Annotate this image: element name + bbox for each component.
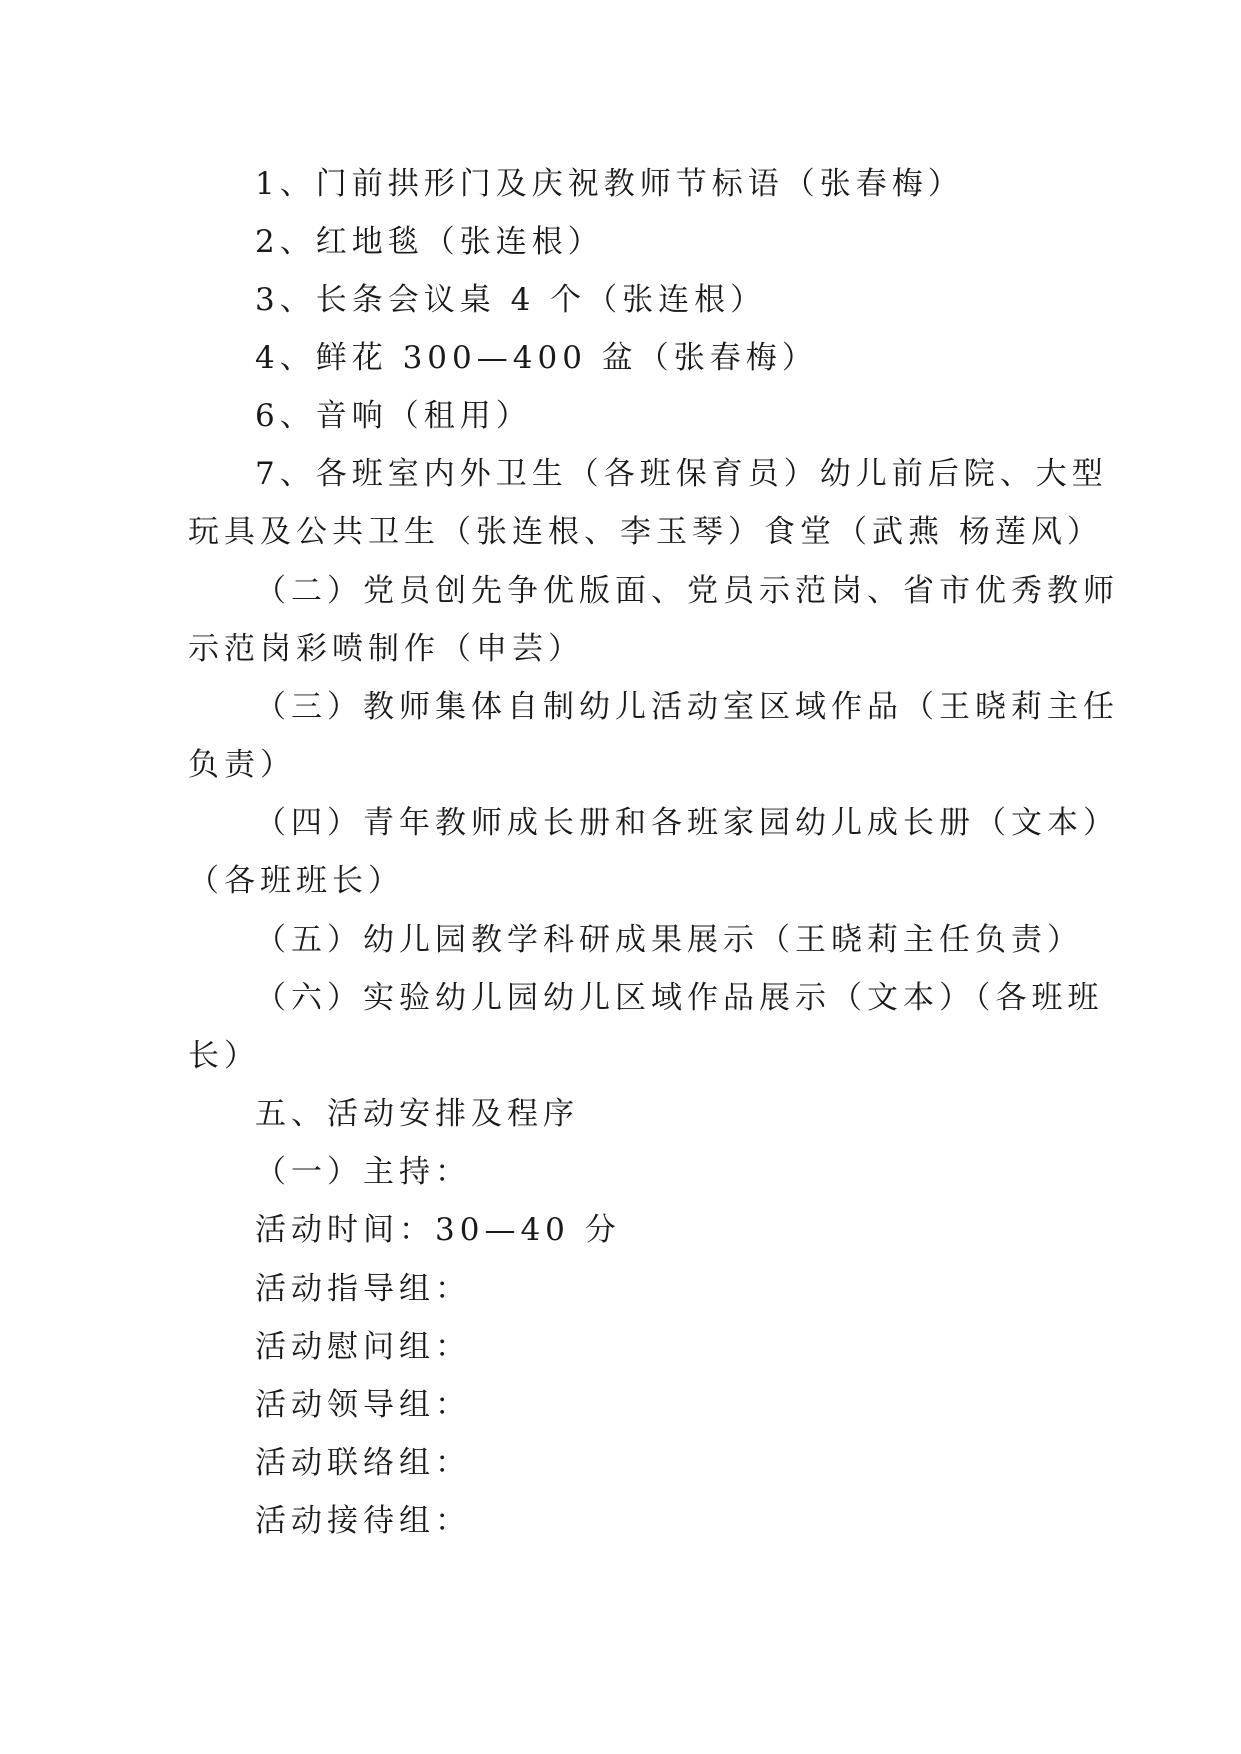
text-line: 活动联络组： — [255, 1445, 471, 1481]
text-line: 活动领导组： — [255, 1387, 471, 1423]
text-line: 活动慰问组： — [255, 1329, 471, 1365]
text-line: 长） — [188, 1038, 260, 1074]
text-line: 4、鲜花 300—400 盆（张春梅） — [255, 340, 818, 376]
text-line: 负责） — [188, 747, 296, 783]
text-line: （各班班长） — [188, 863, 404, 899]
text-line: （一）主持： — [255, 1154, 471, 1190]
text-line: （五）幼儿园教学科研成果展示（王晓莉主任负责） — [255, 922, 1083, 958]
text-line: 示范岗彩喷制作（申芸） — [188, 631, 584, 667]
text-line: （六）实验幼儿园幼儿区域作品展示（文本）（各班班 — [255, 980, 1104, 1016]
text-line: （二）党员创先争优版面、党员示范岗、省市优秀教师 — [255, 573, 1119, 609]
text-line: 活动指导组： — [255, 1271, 471, 1307]
text-line: 活动接待组： — [255, 1503, 471, 1539]
text-line: 玩具及公共卫生（张连根、李玉琴）食堂（武燕 杨莲风） — [188, 514, 1103, 550]
text-line: 2、红地毯（张连根） — [255, 224, 604, 260]
text-line: （三）教师集体自制幼儿活动室区域作品（王晓莉主任 — [255, 689, 1119, 725]
text-line: （四）青年教师成长册和各班家园幼儿成长册（文本） — [255, 805, 1119, 841]
text-line: 6、音响（租用） — [255, 398, 532, 434]
text-line: 3、长条会议桌 4 个（张连根） — [255, 282, 767, 318]
text-line: 活动时间：30—40 分 — [255, 1212, 621, 1248]
text-line: 7、各班室内外卫生（各班保育员）幼儿前后院、大型 — [255, 456, 1108, 492]
text-line: 1、门前拱形门及庆祝教师节标语（张春梅） — [255, 166, 964, 202]
section-heading: 五、活动安排及程序 — [255, 1096, 579, 1132]
